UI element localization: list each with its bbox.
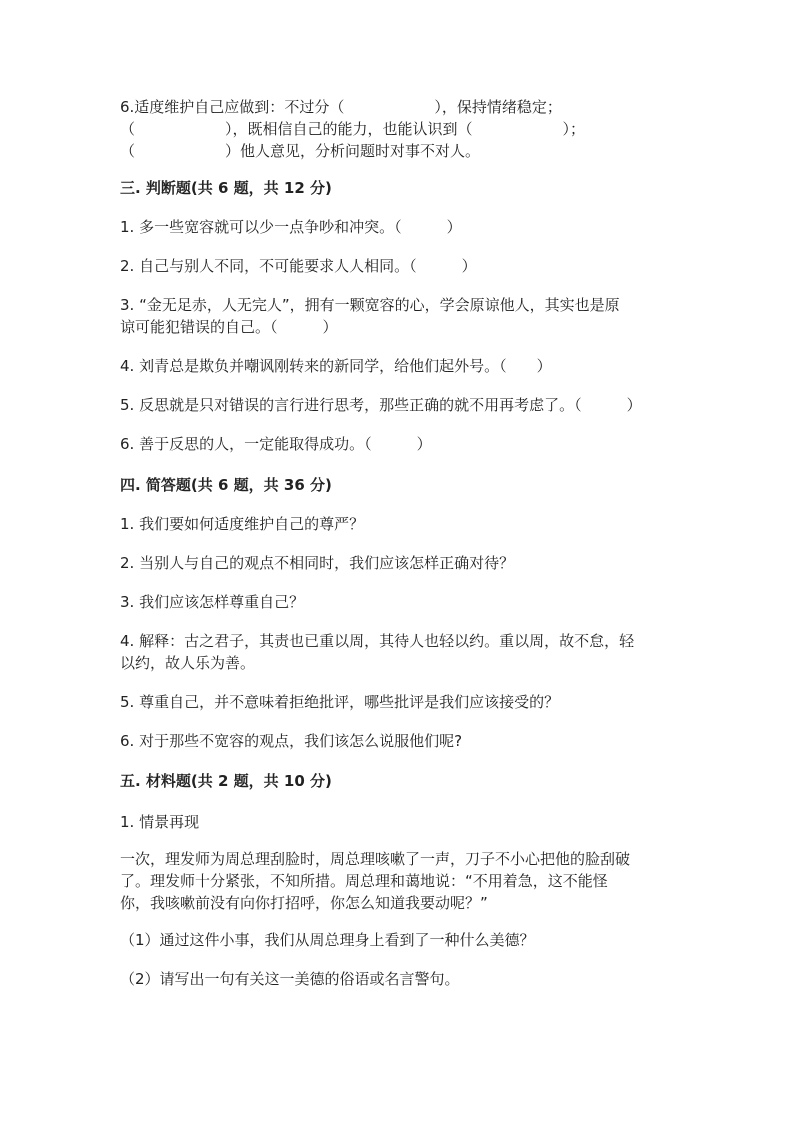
material-question-1-title: 1. 情景再现 bbox=[120, 813, 200, 831]
judge-question-3-line-2: 谅可能犯错误的自己。（ ） bbox=[120, 318, 338, 336]
short-answer-question-1: 1. 我们要如何适度维护自己的尊严？ bbox=[120, 515, 365, 533]
material-passage-line-3: 你，我咳嗽前没有向你打招呼，你怎么知道我要动呢？” bbox=[120, 894, 488, 912]
material-passage-line-1: 一次，理发师为周总理刮脸时，周总理咳嗽了一声，刀子不小心把他的脸刮破 bbox=[120, 850, 631, 868]
short-answer-question-6: 6. 对于那些不宽容的观点，我们该怎么说服他们呢? bbox=[120, 732, 463, 750]
short-answer-question-4-line-2: 以约，故人乐为善。 bbox=[120, 654, 256, 672]
material-sub-question-1: （1）通过这件小事，我们从周总理身上看到了一种什么美德？ bbox=[120, 931, 535, 949]
fill-question-6-line-3: （ ）他人意见，分析问题时对事不对人。 bbox=[120, 142, 481, 160]
fill-question-6-line-1: 6.适度维护自己应做到：不过分（ ），保持情绪稳定； bbox=[120, 98, 562, 116]
short-answer-question-2: 2. 当别人与自己的观点不相同时，我们应该怎样正确对待？ bbox=[120, 554, 515, 572]
judge-question-2: 2. 自己与别人不同，不可能要求人人相同。（ ） bbox=[120, 257, 477, 275]
section-3-heading: 三. 判断题(共 6 题，共 12 分) bbox=[120, 179, 332, 197]
short-answer-question-4-line-1: 4. 解释：古之君子，其责也已重以周，其待人也轻以约。重以周，故不怠，轻 bbox=[120, 632, 635, 650]
short-answer-question-3: 3. 我们应该怎样尊重自己？ bbox=[120, 593, 305, 611]
fill-question-6-line-2: （ ），既相信自己的能力，也能认识到（ ）； bbox=[120, 120, 586, 138]
section-5-heading: 五. 材料题(共 2 题，共 10 分) bbox=[120, 772, 332, 790]
section-4-heading: 四. 简答题(共 6 题，共 36 分) bbox=[120, 476, 332, 494]
material-sub-question-2: （2）请写出一句有关这一美德的俗语或名言警句。 bbox=[120, 970, 460, 988]
judge-question-1: 1. 多一些宽容就可以少一点争吵和冲突。（ ） bbox=[120, 218, 462, 236]
judge-question-6: 6. 善于反思的人，一定能取得成功。（ ） bbox=[120, 435, 432, 453]
judge-question-4: 4. 刘青总是欺负并嘲讽刚转来的新同学，给他们起外号。（ ） bbox=[120, 357, 552, 375]
material-passage-line-2: 了。理发师十分紧张，不知所措。周总理和蔼地说：“不用着急，这不能怪 bbox=[120, 872, 608, 890]
judge-question-3-line-1: 3. “金无足赤，人无完人”，拥有一颗宽容的心，学会原谅他人，其实也是原 bbox=[120, 296, 620, 314]
judge-question-5: 5. 反思就是只对错误的言行进行思考，那些正确的就不用再考虑了。（ ） bbox=[120, 396, 642, 414]
short-answer-question-5: 5. 尊重自己，并不意味着拒绝批评，哪些批评是我们应该接受的？ bbox=[120, 693, 560, 711]
